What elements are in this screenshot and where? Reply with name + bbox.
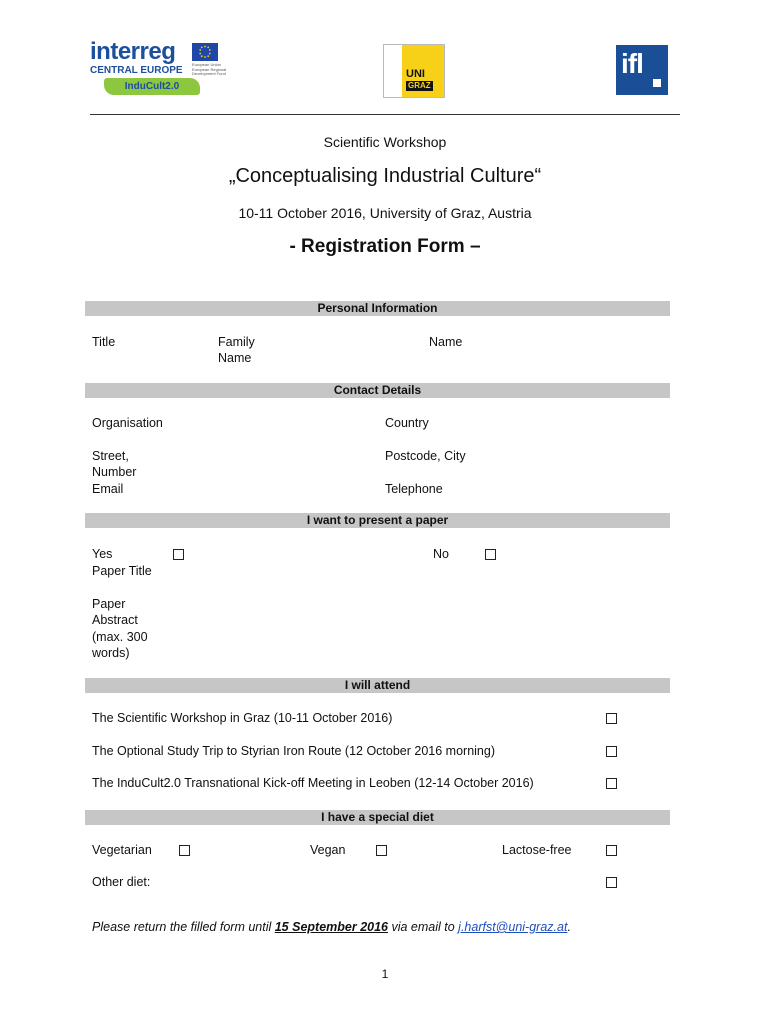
return-instructions-end: . bbox=[567, 920, 571, 934]
email-label: Email bbox=[92, 482, 124, 496]
interreg-region: CENTRAL EUROPE bbox=[90, 65, 183, 76]
paper-abstract-label-3: (max. 300 bbox=[92, 630, 148, 644]
paper-abstract-label-1: Paper bbox=[92, 597, 126, 611]
registration-form-title: - Registration Form – bbox=[289, 236, 481, 257]
postcode-city-label: Postcode, City bbox=[385, 449, 466, 463]
attend-heading: I will attend bbox=[85, 678, 670, 693]
street-label-1: Street, bbox=[92, 449, 129, 463]
uni-graz-line2: GRAZ bbox=[408, 81, 431, 90]
attend-study-trip-checkbox[interactable] bbox=[606, 746, 617, 757]
eu-fund-text: European Union European Regional Development Fund bbox=[192, 62, 227, 76]
interreg-logo bbox=[90, 40, 230, 98]
family-name-label-2: Name bbox=[218, 351, 252, 365]
vegan-checkbox[interactable] bbox=[376, 845, 387, 856]
attend-workshop-label: The Scientific Workshop in Graz (10-11 October 2016) bbox=[92, 711, 393, 725]
ifl-logo bbox=[616, 45, 668, 95]
street-label-2: Number bbox=[92, 465, 137, 479]
contact-details-heading: Contact Details bbox=[85, 383, 670, 398]
vegan-label: Vegan bbox=[310, 843, 346, 857]
other-diet-label: Other diet: bbox=[92, 875, 151, 889]
present-paper-heading: I want to present a paper bbox=[85, 513, 670, 528]
vegetarian-label: Vegetarian bbox=[92, 843, 152, 857]
return-instructions-mid: via email to bbox=[388, 920, 459, 934]
attend-study-trip-label: The Optional Study Trip to Styrian Iron Route (12 October 2016 morning) bbox=[92, 744, 495, 758]
paper-yes-label: Yes bbox=[92, 547, 113, 561]
vegetarian-checkbox[interactable] bbox=[179, 845, 190, 856]
attend-kickoff-label: The InduCult2.0 Transnational Kick-off Meeting in Leoben (12-14 October 2016) bbox=[92, 776, 534, 790]
attend-workshop-checkbox[interactable] bbox=[606, 713, 617, 724]
organisation-label: Organisation bbox=[92, 416, 163, 430]
paper-abstract-label-4: words) bbox=[92, 646, 130, 660]
ifl-square bbox=[653, 79, 661, 87]
ifl-wordmark: ifl bbox=[621, 48, 643, 79]
special-diet-heading: I have a special diet bbox=[85, 810, 670, 825]
paper-no-label: No bbox=[433, 547, 449, 561]
uni-graz-logo bbox=[383, 44, 445, 98]
return-deadline: 15 September 2016 bbox=[274, 920, 388, 934]
name-label: Name bbox=[429, 335, 463, 349]
paper-yes-checkbox[interactable] bbox=[173, 549, 184, 560]
eu-flag-icon bbox=[192, 43, 218, 61]
return-instructions bbox=[92, 919, 571, 935]
uni-graz-line1: UNI bbox=[406, 68, 425, 80]
lactose-free-label: Lactose-free bbox=[502, 843, 572, 857]
personal-info-heading: Personal Information bbox=[85, 301, 670, 316]
title-label: Title bbox=[92, 335, 116, 349]
lactose-free-checkbox[interactable] bbox=[606, 845, 617, 856]
return-instructions-pre: Please return the filled form until bbox=[92, 920, 275, 934]
other-diet-checkbox[interactable] bbox=[606, 877, 617, 888]
interreg-wordmark: interreg bbox=[90, 38, 176, 65]
workshop-date-place: 10-11 October 2016, University of Graz, Austria bbox=[238, 205, 532, 221]
return-email-link[interactable]: j.harfst@uni-graz.at bbox=[458, 920, 568, 934]
inducult-label: InduCult2.0 bbox=[124, 81, 180, 92]
inducult-badge bbox=[104, 78, 200, 95]
attend-kickoff-checkbox[interactable] bbox=[606, 778, 617, 789]
family-name-label-1: Family bbox=[218, 335, 255, 349]
paper-title-label: Paper Title bbox=[92, 564, 152, 578]
workshop-kicker: Scientific Workshop bbox=[323, 134, 447, 150]
workshop-title: „Conceptualising Industrial Culture“ bbox=[228, 165, 542, 187]
paper-abstract-label-2: Abstract bbox=[92, 613, 138, 627]
page-number: 1 bbox=[381, 967, 389, 981]
paper-no-checkbox[interactable] bbox=[485, 549, 496, 560]
country-label: Country bbox=[385, 416, 429, 430]
telephone-label: Telephone bbox=[385, 482, 443, 496]
header-divider bbox=[90, 114, 680, 115]
